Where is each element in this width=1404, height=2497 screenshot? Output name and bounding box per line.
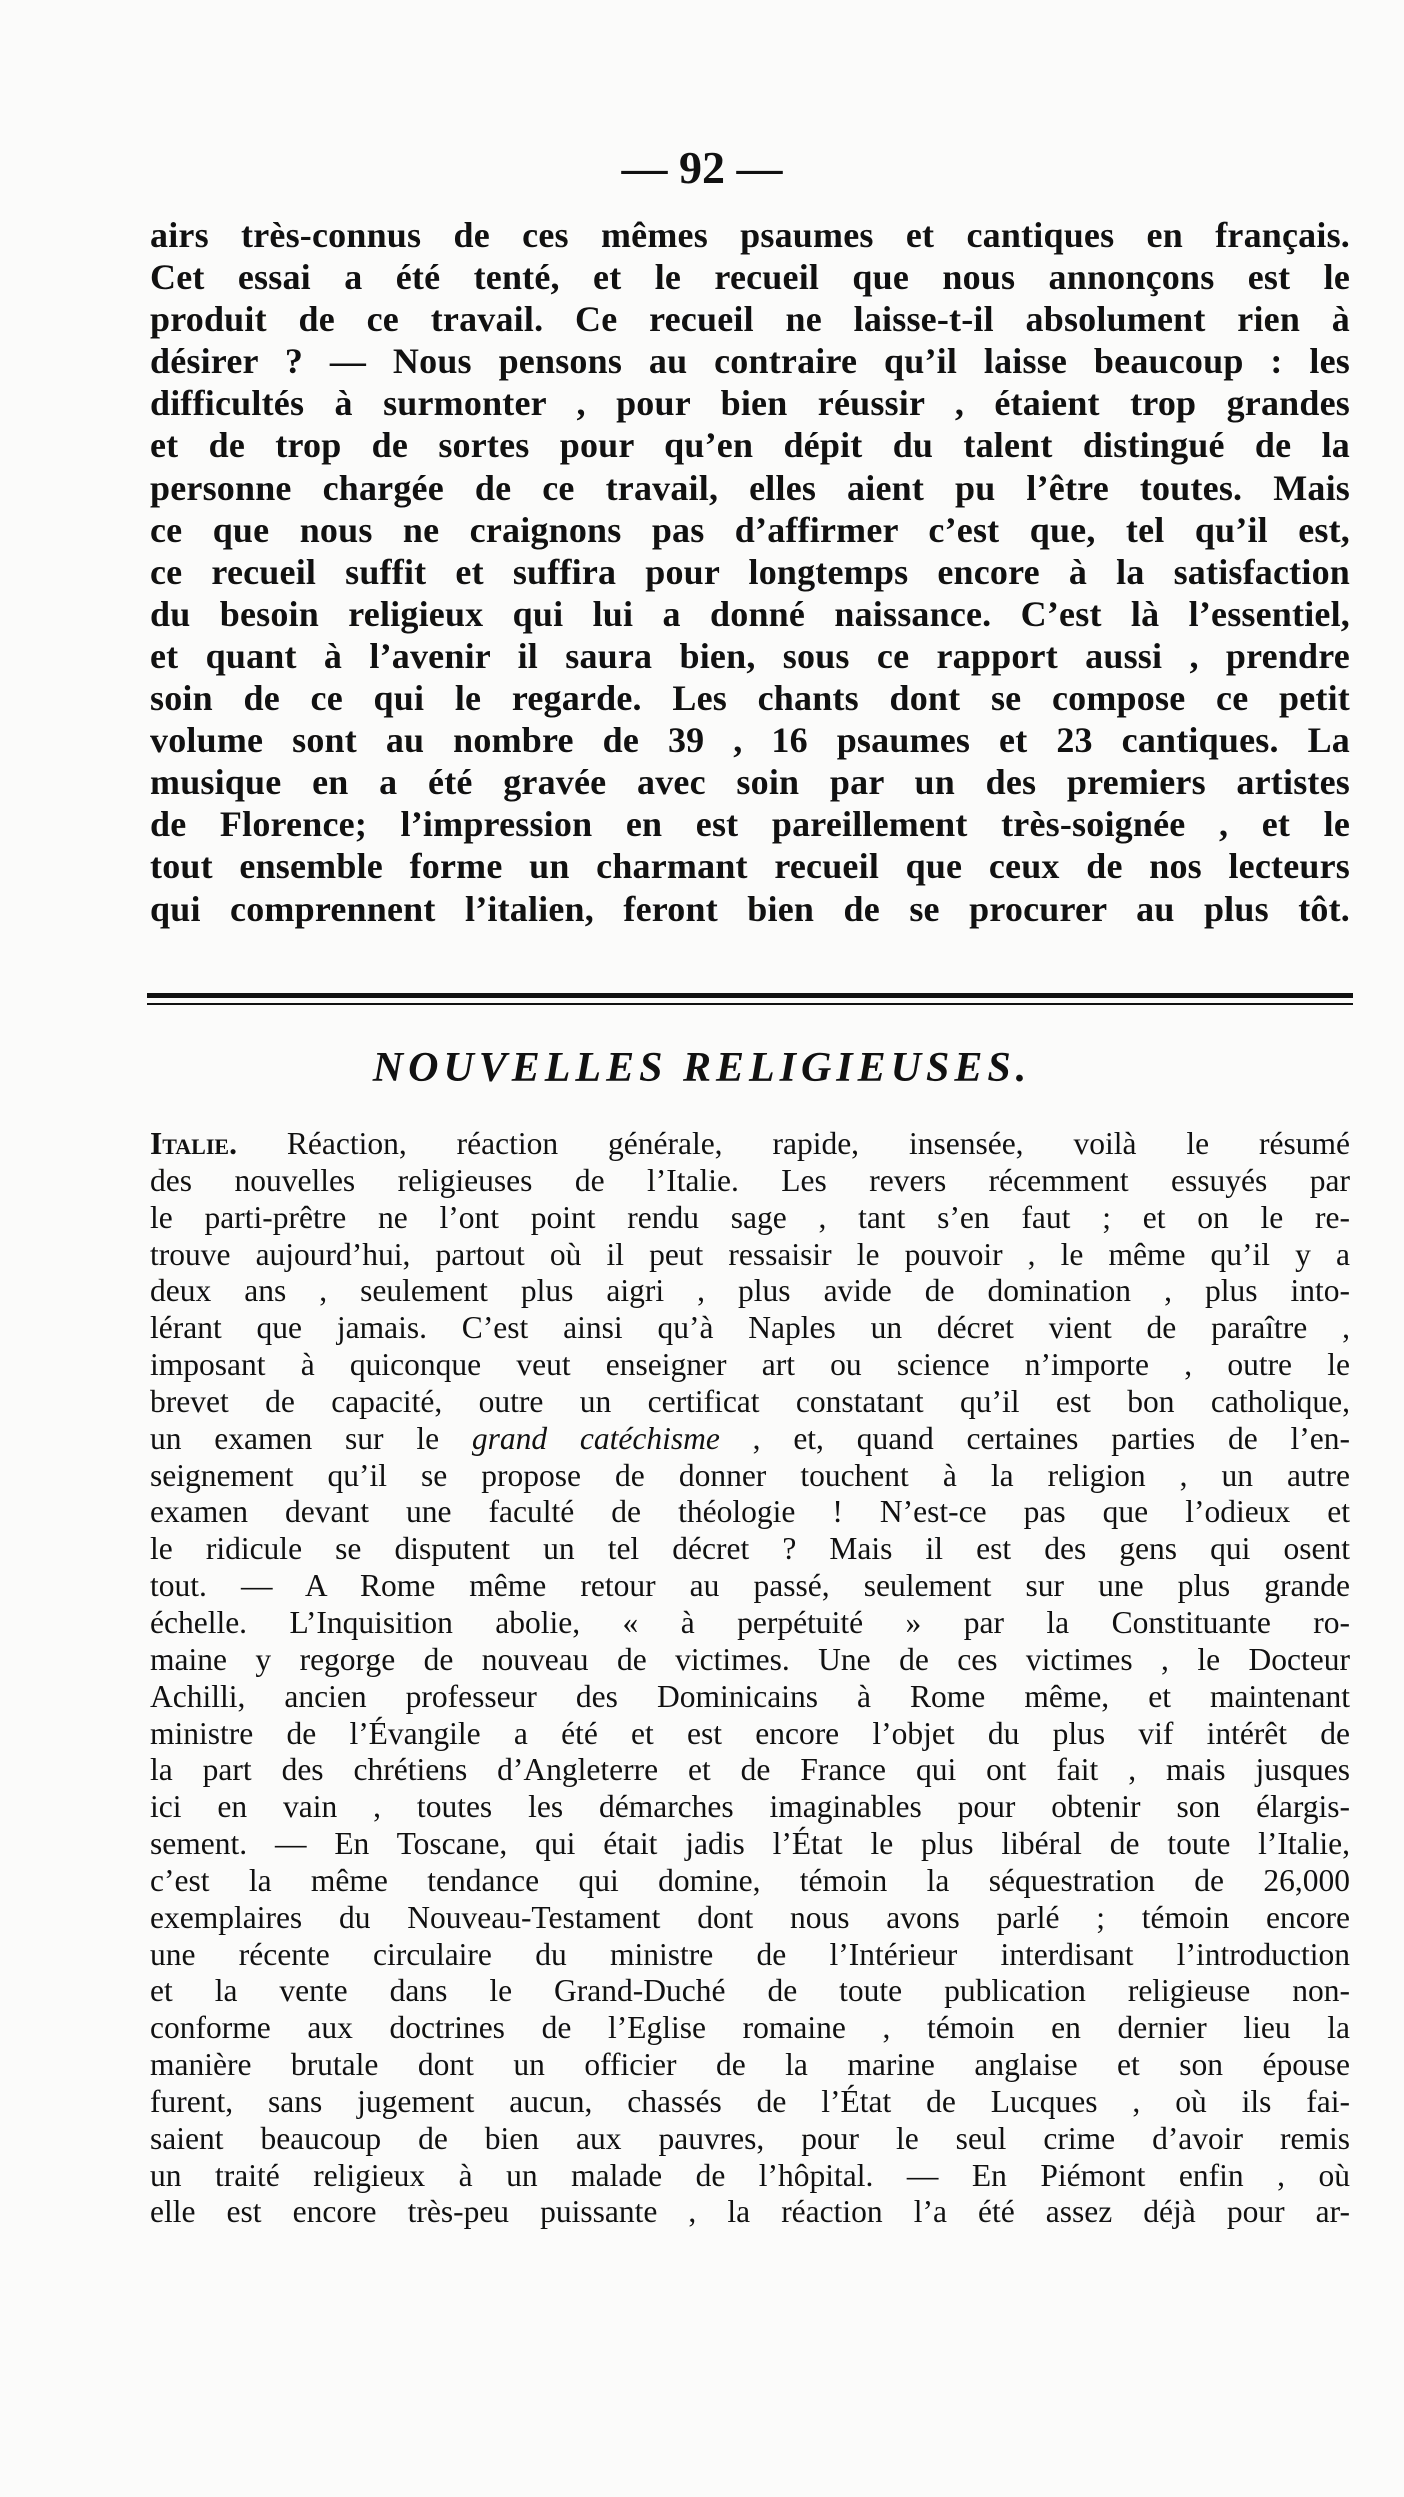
text-line: le ridicule se disputent un tel décret ? Mais il est des gens qui osent xyxy=(150,1531,1350,1567)
text-line: furent, sans jugement aucun, chassés de l’État de Lucques , où ils fai- xyxy=(150,2083,1350,2119)
text-line: produit de ce travail. Ce recueil ne laisse-t-il absolument rien à xyxy=(150,299,1350,340)
text-line: des nouvelles religieuses de l’Italie. Les revers récemment essuyés par xyxy=(150,1162,1350,1198)
country-lead-word: Italie. xyxy=(150,1126,237,1161)
text-line: deux ans , seulement plus aigri , plus avide de domination , plus into- xyxy=(150,1273,1350,1309)
text-line: ce recueil suffit et suffira pour longtemps encore à la satisfaction xyxy=(150,551,1350,592)
text-line: tout ensemble forme un charmant recueil que ceux de nos lecteurs xyxy=(150,846,1350,887)
text-fragment: un examen sur le xyxy=(150,1420,472,1456)
section-divider-thin xyxy=(147,1003,1353,1005)
text-line: lérant que jamais. C’est ainsi qu’à Naples un décret vient de paraître , xyxy=(150,1310,1350,1346)
text-line: seignement qu’il se propose de donner touchent à la religion , un autre xyxy=(150,1457,1350,1493)
text-line: Achilli, ancien professeur des Dominicains à Rome même, et maintenant xyxy=(150,1678,1350,1714)
intro-paragraph xyxy=(150,214,1350,930)
text-line: imposant à quiconque veut enseigner art ou science n’importe , outre le xyxy=(150,1347,1350,1383)
text-line: elle est encore très-peu puissante , la réaction l’a été assez déjà pour ar- xyxy=(150,2194,1350,2230)
text-line: exemplaires du Nouveau-Testament dont nous avons parlé ; témoin encore xyxy=(150,1899,1350,1935)
text-line: et quant à l’avenir il saura bien, sous ce rapport aussi , prendre xyxy=(150,635,1350,676)
text-line: musique en a été gravée avec soin par un des premiers artistes xyxy=(150,762,1350,803)
text-line: le parti-prêtre ne l’ont point rendu sage , tant s’en faut ; et on le re- xyxy=(150,1199,1350,1235)
text-line: de Florence; l’impression en est pareillement très-soignée , et le xyxy=(150,804,1350,845)
text-line: sement. — En Toscane, qui était jadis l’État le plus libéral de toute l’Italie, xyxy=(150,1826,1350,1862)
text-line: trouve aujourd’hui, partout où il peut ressaisir le pouvoir , le même qu’il y a xyxy=(150,1236,1350,1272)
text-line: et la vente dans le Grand-Duché de toute publication religieuse non- xyxy=(150,1973,1350,2009)
text-line: un traité religieux à un malade de l’hôpital. — En Piémont enfin , où xyxy=(150,2157,1350,2193)
italic-title: grand catéchisme xyxy=(471,1420,720,1456)
text-line: qui comprennent l’italien, feront bien de se procurer au plus tôt. xyxy=(150,888,1350,929)
text-line: soin de ce qui le regarde. Les chants dont se compose ce petit xyxy=(150,678,1350,719)
news-paragraph xyxy=(150,1126,1350,2231)
text-line: la part des chrétiens d’Angleterre et de France qui ont fait , mais jusques xyxy=(150,1752,1350,1788)
text-line: tout. — A Rome même retour au passé, seulement sur une plus grande xyxy=(150,1568,1350,1604)
text-line: et de trop de sortes pour qu’en dépit du talent distingué de la xyxy=(150,425,1350,466)
text-fragment: , et, quand certaines parties de l’en- xyxy=(719,1420,1350,1456)
text-line: du besoin religieux qui lui a donné naissance. C’est là l’essentiel, xyxy=(150,593,1350,634)
text-line: manière brutale dont un officier de la marine anglaise et son épouse xyxy=(150,2047,1350,2083)
text-line: examen devant une faculté de théologie ! N’est-ce pas que l’odieux et xyxy=(150,1494,1350,1530)
text-line xyxy=(150,1126,1350,1163)
text-line: maine y regorge de nouveau de victimes. Une de ces victimes , le Docteur xyxy=(150,1641,1350,1677)
text-line: désirer ? — Nous pensons au contraire qu’il laisse beaucoup : les xyxy=(150,341,1350,382)
text-line: ce que nous ne craignons pas d’affirmer c’est que, tel qu’il est, xyxy=(150,509,1350,550)
page-number: — 92 — xyxy=(621,142,783,193)
text-line: conforme aux doctrines de l’Eglise romaine , témoin en dernier lieu la xyxy=(150,2010,1350,2046)
text-line: Cet essai a été tenté, et le recueil que nous annonçons est le xyxy=(150,257,1350,298)
text-line: brevet de capacité, outre un certificat constatant qu’il est bon catholique, xyxy=(150,1383,1350,1419)
section-divider-thick xyxy=(147,993,1353,998)
text-line: ici en vain , toutes les démarches imaginables pour obtenir son élargis- xyxy=(150,1789,1350,1825)
text-line: difficultés à surmonter , pour bien réussir , étaient trop grandes xyxy=(150,383,1350,424)
text-line: saient beaucoup de bien aux pauvres, pour le seul crime d’avoir remis xyxy=(150,2120,1350,2156)
text-line xyxy=(150,1421,1350,1458)
text-line: une récente circulaire du ministre de l’Intérieur interdisant l’introduction xyxy=(150,1936,1350,1972)
text-line: personne chargée de ce travail, elles aient pu l’être toutes. Mais xyxy=(150,467,1350,508)
text-line: volume sont au nombre de 39 , 16 psaumes et 23 cantiques. La xyxy=(150,720,1350,761)
text-line: ministre de l’Évangile a été et est encore l’objet du plus vif intérêt de xyxy=(150,1715,1350,1751)
text-line: échelle. L’Inquisition abolie, « à perpétuité » par la Constituante ro- xyxy=(150,1604,1350,1640)
text-line: airs très-connus de ces mêmes psaumes et cantiques en français. xyxy=(150,215,1350,255)
text-line: c’est la même tendance qui domine, témoin la séquestration de 26,000 xyxy=(150,1862,1350,1898)
text-fragment: Réaction, réaction générale, rapide, insensée, voilà le résumé xyxy=(236,1126,1350,1161)
section-heading: NOUVELLES RELIGIEUSES. xyxy=(372,1045,1032,1091)
